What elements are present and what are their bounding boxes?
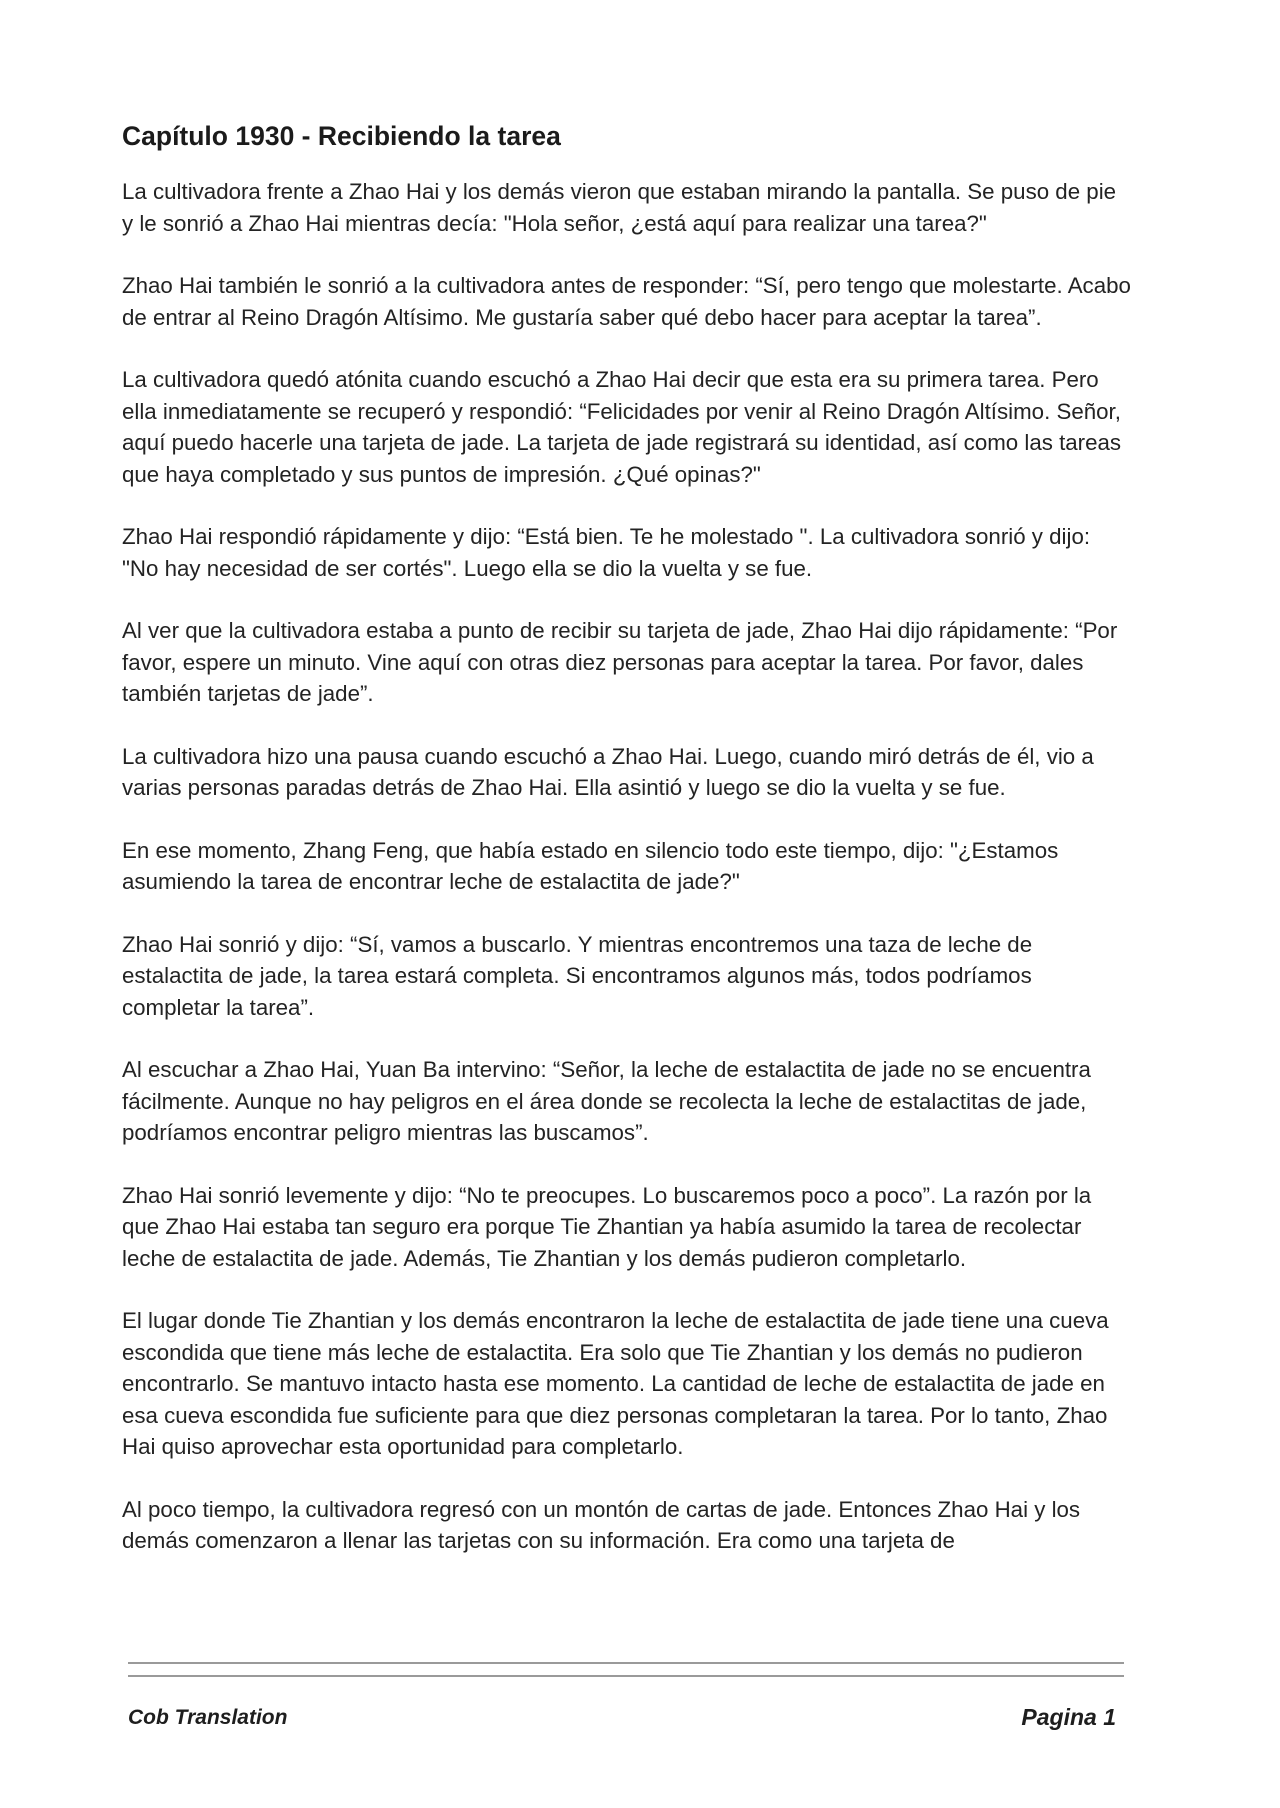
paragraph: El lugar donde Tie Zhantian y los demás encontraron la leche de estalactita de jade tiene una cueva escondida que tiene más leche de estalactita. Era solo que Tie Zhantian y los demás no pudieron encontrarlo. Se mantuvo intacto hasta ese momento. La cantidad de leche de estalactita de jade en esa cueva escondida fue suficiente para que diez personas completaran la tarea. Por lo tanto, Zhao Hai quiso aprovechar esta oportunidad para completarlo. bbox=[122, 1308, 1109, 1459]
paragraph: Al ver que la cultivadora estaba a punto de recibir su tarjeta de jade, Zhao Hai dijo rápidamente: “Por favor, espere un minuto. Vine aquí con otras diez personas para aceptar la tarea. Por favor, dales también tarjetas de jade”. bbox=[122, 618, 1118, 706]
paragraph: Zhao Hai también le sonrió a la cultivadora antes de responder: “Sí, pero tengo que molestarte. Acabo de entrar al Reino Dragón Altísimo. Me gustaría saber qué debo hacer para aceptar la tarea”. bbox=[122, 273, 1131, 330]
paragraph: Zhao Hai respondió rápidamente y dijo: “Está bien. Te he molestado ". La cultivadora sonrió y dijo: "No hay necesidad de ser cortés". Luego ella se dio la vuelta y se fue. bbox=[122, 524, 1091, 581]
paragraph: En ese momento, Zhang Feng, que había estado en silencio todo este tiempo, dijo: "¿Estamos asumiendo la tarea de encontrar leche de estalactita de jade?" bbox=[122, 837, 1059, 894]
paragraph: La cultivadora hizo una pausa cuando escuchó a Zhao Hai. Luego, cuando miró detrás de él, vio a varias personas paradas detrás de Zhao Hai. Ella asintió y luego se dio la vuelta y se fue. bbox=[122, 743, 1094, 800]
paragraph: La cultivadora quedó atónita cuando escuchó a Zhao Hai decir que esta era su primera tarea. Pero ella inmediatamente se recuperó y respondió: “Felicidades por venir al Reino Dragón Altísimo. Señor, aquí puedo hacerle una tarjeta de jade. La tarjeta de jade registrará su identidad, así como las tareas que haya completado y sus puntos de impresión. ¿Qué opinas?" bbox=[122, 367, 1122, 487]
paragraph: Zhao Hai sonrió y dijo: “Sí, vamos a buscarlo. Y mientras encontremos una taza de leche de estalactita de jade, la tarea estará completa. Si encontramos algunos más, todos podríamos completar la tarea”. bbox=[122, 931, 1033, 1020]
document-body bbox=[122, 118, 1132, 1588]
paragraph: Zhao Hai sonrió levemente y dijo: “No te preocupes. Lo buscaremos poco a poco”. La razón por la que Zhao Hai estaba tan seguro era porque Tie Zhantian ya había asumido la tarea de recolectar leche de estalactita de jade. Además, Tie Zhantian y los demás pudieron completarlo. bbox=[122, 1182, 1092, 1271]
chapter-title: Capítulo 1930 - Recibiendo la tarea bbox=[122, 121, 561, 151]
footer-translator-credit: Cob Translation bbox=[128, 1706, 288, 1729]
footer-divider-bottom bbox=[128, 1675, 1124, 1677]
paragraph: La cultivadora frente a Zhao Hai y los demás vieron que estaban mirando la pantalla. Se puso de pie y le sonrió a Zhao Hai mientras decía: "Hola señor, ¿está aquí para realizar una tarea?" bbox=[122, 179, 1117, 236]
paragraph: Al escuchar a Zhao Hai, Yuan Ba intervino: “Señor, la leche de estalactita de jade no se encuentra fácilmente. Aunque no hay peligros en el área donde se recolecta la leche de estalactitas de jade, podríamos encontrar peligro mientras las buscamos”. bbox=[122, 1057, 1091, 1145]
paragraph: Al poco tiempo, la cultivadora regresó con un montón de cartas de jade. Entonces Zhao Hai y los demás comenzaron a llenar las tarjetas con su información. Era como una tarjeta de bbox=[122, 1496, 1081, 1553]
footer-page-number: Pagina 1 bbox=[1021, 1704, 1116, 1730]
footer-divider-top bbox=[128, 1662, 1124, 1664]
